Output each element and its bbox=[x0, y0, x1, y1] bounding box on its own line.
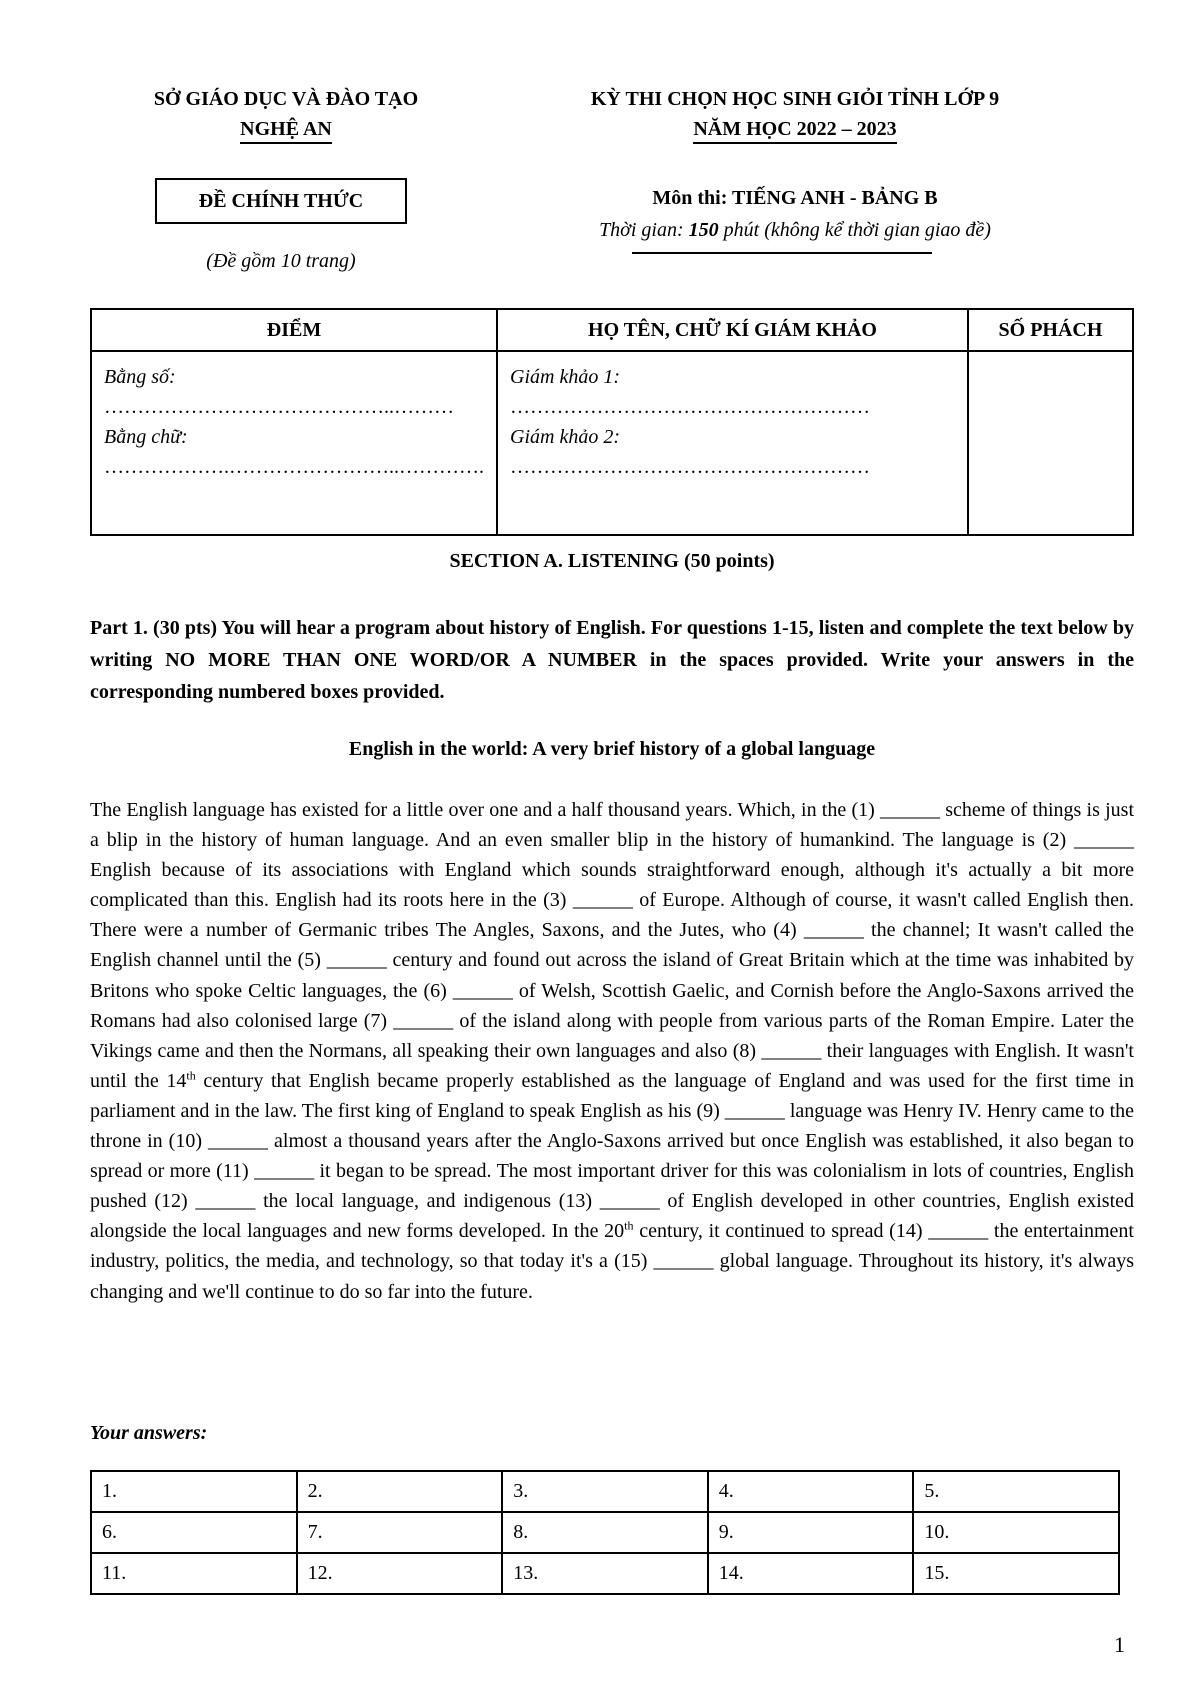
answer-box[interactable]: 14. bbox=[708, 1553, 914, 1594]
examiner1-label: Giám khảo 1: bbox=[510, 366, 620, 388]
subject-info bbox=[520, 182, 1070, 246]
your-answers-label: Your answers: bbox=[90, 1422, 208, 1444]
answer-row bbox=[91, 1471, 1119, 1512]
answer-box[interactable]: 4. bbox=[708, 1471, 914, 1512]
examiner2-label: Giám khảo 2: bbox=[510, 426, 620, 448]
department-name: SỞ GIÁO DỤC VÀ ĐÀO TẠO bbox=[153, 88, 419, 110]
official-exam-label: ĐỀ CHÍNH THỨC bbox=[155, 178, 407, 224]
answer-box[interactable]: 7. bbox=[297, 1512, 503, 1553]
superscript-th-1: th bbox=[186, 1068, 196, 1083]
examiner1-dots: ……………………………………………… bbox=[510, 396, 870, 418]
passage-text-2: century that English became properly established as the language of England and was used for the first time in parliament and in the law. The first king of England to speak English as his (9) ______ language was Henry IV. Henry came to the throne in (10) ______ almost a thousand years after the Anglo-Saxons arrived but once English was established, it also began to spread or more (11) ______ it began to be spread. The most important driver for this was colonialism in lots of countries, English pushed (12) ______ the local language, and indigenous (13) ______ of English developed in other countries, English existed alongside the local languages and new forms developed. In the 20 bbox=[90, 1069, 1134, 1243]
time-suffix: phút (không kể thời gian giao đề) bbox=[718, 219, 991, 241]
passage-text-1: The English language has existed for a little over one and a half thousand years. Which, in the (1) ______ scheme of things is just a blip in the history of human language. And an even smaller blip in the history of humankind. The language is (2) ______ English because of its associations with England which sounds straightforward enough, although it's actually a bit more complicated than this. English had its roots here in the (3) ______ of Europe. Although of course, it wasn't called English then. There were a number of Germanic tribes The Angles, Saxons, and the Jutes, who (4) ______ the channel; It wasn't called the English channel until the (5) ______ century and found out across the island of Great Britain which at the time was inhabited by Britons who spoke Celtic languages, the (6) ______ of Welsh, Scottish Gaelic, and Cornish before the Anglo-Saxons arrived the Romans had also colonised large (7) ______ of the island along with people from various parts of the Roman Empire. Later the Vikings came and then the Normans, all speaking their own languages and also (8) ______ their languages with English. It wasn't until the 14 bbox=[90, 799, 1134, 1092]
answer-table bbox=[90, 1470, 1120, 1595]
answer-box[interactable]: 13. bbox=[502, 1553, 708, 1594]
part1-instruction: Part 1. (30 pts) You will hear a program about history of English. For questions 1-15, listen and complete the text below by writing NO MORE THAN ONE WORD/OR A NUMBER in the spaces provided. Write your answers in the corresponding numbered boxes provided. bbox=[90, 617, 1134, 703]
examiner2-dots: ……………………………………………… bbox=[510, 456, 870, 478]
answer-box[interactable]: 5. bbox=[913, 1471, 1119, 1512]
answer-box[interactable]: 1. bbox=[91, 1471, 297, 1512]
score-word-label: Bằng chữ: bbox=[104, 426, 188, 448]
score-table bbox=[90, 308, 1134, 536]
answer-box[interactable]: 10. bbox=[913, 1512, 1119, 1553]
score-word-dots: ……………….……………………..…………. bbox=[104, 456, 484, 478]
passage-title: English in the world: A very brief history of a global language bbox=[348, 738, 876, 760]
answer-box[interactable]: 15. bbox=[913, 1553, 1119, 1594]
score-cell bbox=[91, 351, 497, 535]
answer-box[interactable]: 2. bbox=[297, 1471, 503, 1512]
school-year: NĂM HỌC 2022 – 2023 bbox=[693, 116, 896, 144]
passage-text-3: century, it continued to spread (14) ______ the entertainment industry, politics, the media, and technology, so that today it's a (15) ______ global language. Throughout its history, it's always changing and we'll continue to do so far into the future. bbox=[90, 1220, 1134, 1303]
score-number-label: Bằng số: bbox=[104, 366, 176, 388]
examiner-header: HỌ TÊN, CHỮ KÍ GIÁM KHẢO bbox=[497, 309, 968, 351]
subject-name: Môn thi: TIẾNG ANH - BẢNG B bbox=[652, 187, 938, 209]
examiner-cell bbox=[497, 351, 968, 535]
score-number-dots: ……………………………………..……… bbox=[104, 396, 454, 418]
answer-row bbox=[91, 1512, 1119, 1553]
page-count-note: (Đề gồm 10 trang) bbox=[206, 250, 356, 272]
serial-cell bbox=[968, 351, 1133, 535]
answer-row bbox=[91, 1553, 1119, 1594]
score-header: ĐIỂM bbox=[91, 309, 497, 351]
answer-box[interactable]: 9. bbox=[708, 1512, 914, 1553]
subject-divider bbox=[632, 252, 932, 254]
time-value: 150 bbox=[688, 219, 719, 241]
superscript-th-2: th bbox=[624, 1218, 634, 1233]
page-number: 1 bbox=[1114, 1632, 1125, 1657]
exam-header bbox=[520, 84, 1070, 144]
serial-header: SỐ PHÁCH bbox=[968, 309, 1133, 351]
answer-box[interactable]: 8. bbox=[502, 1512, 708, 1553]
listening-passage bbox=[90, 795, 1134, 1307]
section-a-title: SECTION A. LISTENING (50 points) bbox=[449, 550, 775, 572]
province-name: NGHỆ AN bbox=[240, 116, 332, 144]
exam-name: KỲ THI CHỌN HỌC SINH GIỎI TỈNH LỚP 9 bbox=[590, 88, 1000, 110]
answer-box[interactable]: 6. bbox=[91, 1512, 297, 1553]
time-prefix: Thời gian: bbox=[599, 219, 689, 241]
answer-box[interactable]: 11. bbox=[91, 1553, 297, 1594]
exam-time bbox=[520, 214, 1070, 246]
answer-box[interactable]: 12. bbox=[297, 1553, 503, 1594]
department-header bbox=[86, 84, 486, 144]
answer-box[interactable]: 3. bbox=[502, 1471, 708, 1512]
